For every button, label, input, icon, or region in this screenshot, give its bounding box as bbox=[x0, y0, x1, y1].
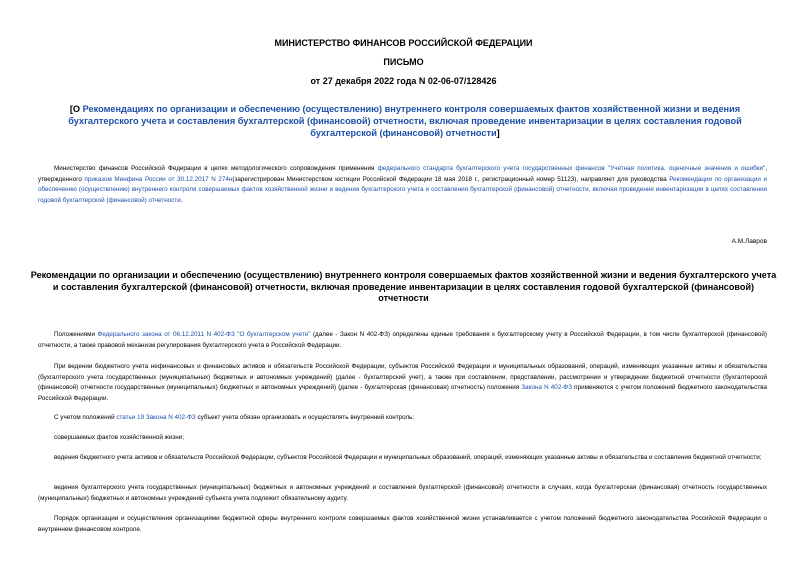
letter-text-3: (зарегистрирован Министерством юстиции Российской Федерации 18 мая 2018 г., регистрационный номер 51123), направляет для руководства bbox=[232, 175, 670, 183]
signature: А.М.Лавров bbox=[731, 238, 767, 245]
document-subject bbox=[46, 103, 764, 139]
paragraph-3 bbox=[38, 413, 767, 424]
letter-text-2: , утвержденного bbox=[38, 165, 767, 183]
recommendations-link[interactable]: Рекомендации по организации и обеспечению (осуществлению) внутреннего контроля совершаемых фактов хозяйственной жизни и ведения бухгалтерского учета и составления бухгалтерской (финансовой) отчетности, включая проведение инвентаризации в целях составления годовой бухгалтерской (финансовой) отчетности bbox=[38, 175, 767, 204]
order-274n-link[interactable]: приказом Минфина России от 30.12.2017 N 274н bbox=[84, 175, 233, 183]
letter-text-1: Министерство финансов Российской Федерации в целях методологического сопровождения применения bbox=[54, 165, 378, 172]
p1-text-2: (далее - Закон N 402-ФЗ) определены единые требования к бухгалтерскому учету в Российской Федерации, в том числе бухгалтерской (финансовой) отчетности, а также правовой механизм регулирования бухгалтерского учета в Российской Федерации. bbox=[38, 331, 767, 349]
law-402-fz-link[interactable]: Федерального закона от 06.12.2011 N 402-ФЗ "О бухгалтерском учете" bbox=[97, 331, 311, 338]
recommendations-title: Рекомендации по организации и обеспечению (осуществлению) внутреннего контроля совершаемых фактов хозяйственной жизни и ведения бухгалтерского учета и составления бухгалтерской (финансовой) отчетности, включая проведение инвентаризации в целях составления годовой бухгалтерской (финансовой) отчетности bbox=[30, 270, 777, 303]
document-date-number: от 27 декабря 2022 года N 02-06-07/128426 bbox=[310, 76, 497, 86]
paragraph-2 bbox=[38, 362, 767, 404]
p2-text-2: применяются с учетом положений бюджетного законодательства Российской Федерации. bbox=[38, 384, 767, 402]
letter-text-4: . bbox=[180, 196, 183, 204]
p3-text-1: С учетом положений bbox=[54, 414, 117, 421]
paragraph-7: Порядок организации и осуществления организациями бюджетной сферы внутреннего контроля совершаемых фактов хозяйственной жизни устанавливается с учетом положений бюджетного законодательства Российской Федерации о внутреннем финансовом контроле. bbox=[38, 515, 767, 533]
paragraph-5: ведения бюджетного учета активов и обязательств Российской Федерации, субъектов Российской Федерации и муниципальных образований, операций, изменяющих указанные активы и обязательства и составления бюджетной отчетности; bbox=[54, 454, 762, 461]
document-type: ПИСЬМО bbox=[383, 57, 424, 67]
p1-text-1: Положениями bbox=[54, 331, 98, 338]
subject-open-bracket: [О bbox=[69, 104, 83, 114]
fsbu-link[interactable]: федерального стандарта бухгалтерского учета государственных финансов "Учетная политика, оценочные значения и ошибки" bbox=[377, 165, 766, 172]
paragraph-1 bbox=[38, 330, 767, 351]
p3-text-2: субъект учета обязан организовать и осуществлять внутренний контроль: bbox=[195, 414, 415, 421]
subject-link[interactable]: Рекомендациях по организации и обеспечению (осуществлению) внутреннего контроля совершаемых фактов хозяйственной жизни и ведения бухгалтерского учета и составления бухгалтерской (финансовой) отчетности, включая проведение инвентаризации в целях составления годовой бухгалтерской (финансовой) отчетности bbox=[68, 104, 742, 138]
subject-close-bracket: ] bbox=[496, 128, 500, 138]
p2-text-1: При ведении бюджетного учета нефинансовых и финансовых активов и обязательств Российской Федерации, субъектов Российской Федерации и муниципальных образований, операций, изменяющих указанные активы и обязательства (бухгалтерского учета государственных (муниципальных) бюджетных и автономных учреждений) (далее - бухгалтерский учет), а также при составлении, представлении, рассмотрении и утверждении бюджетной отчетности (бухгалтерской (финансовой) отчетности государственных (муниципальных) бюджетных и автономных учреждений) (далее - бухгалтерская (финансовая) отчетность) положения bbox=[38, 363, 767, 391]
law-402-fz-short-link[interactable]: Закона N 402-ФЗ bbox=[521, 384, 573, 391]
article-19-link[interactable]: статьи 19 Закона N 402-ФЗ bbox=[116, 414, 196, 421]
paragraph-6: ведения бухгалтерского учета государственных (муниципальных) бюджетных и автономных учреждений и составления бухгалтерской (финансовой) отчетности в случаях, когда бухгалтерская (финансовая) отчетность государственных (муниципальных) бюджетных и автономных учреждений субъекта учета подлежит обязательному аудиту. bbox=[38, 484, 767, 502]
ministry-heading: МИНИСТЕРСТВО ФИНАНСОВ РОССИЙСКОЙ ФЕДЕРАЦИИ bbox=[274, 38, 533, 48]
letter-body bbox=[38, 164, 767, 206]
paragraph-4: совершаемых фактов хозяйственной жизни; bbox=[54, 434, 184, 441]
